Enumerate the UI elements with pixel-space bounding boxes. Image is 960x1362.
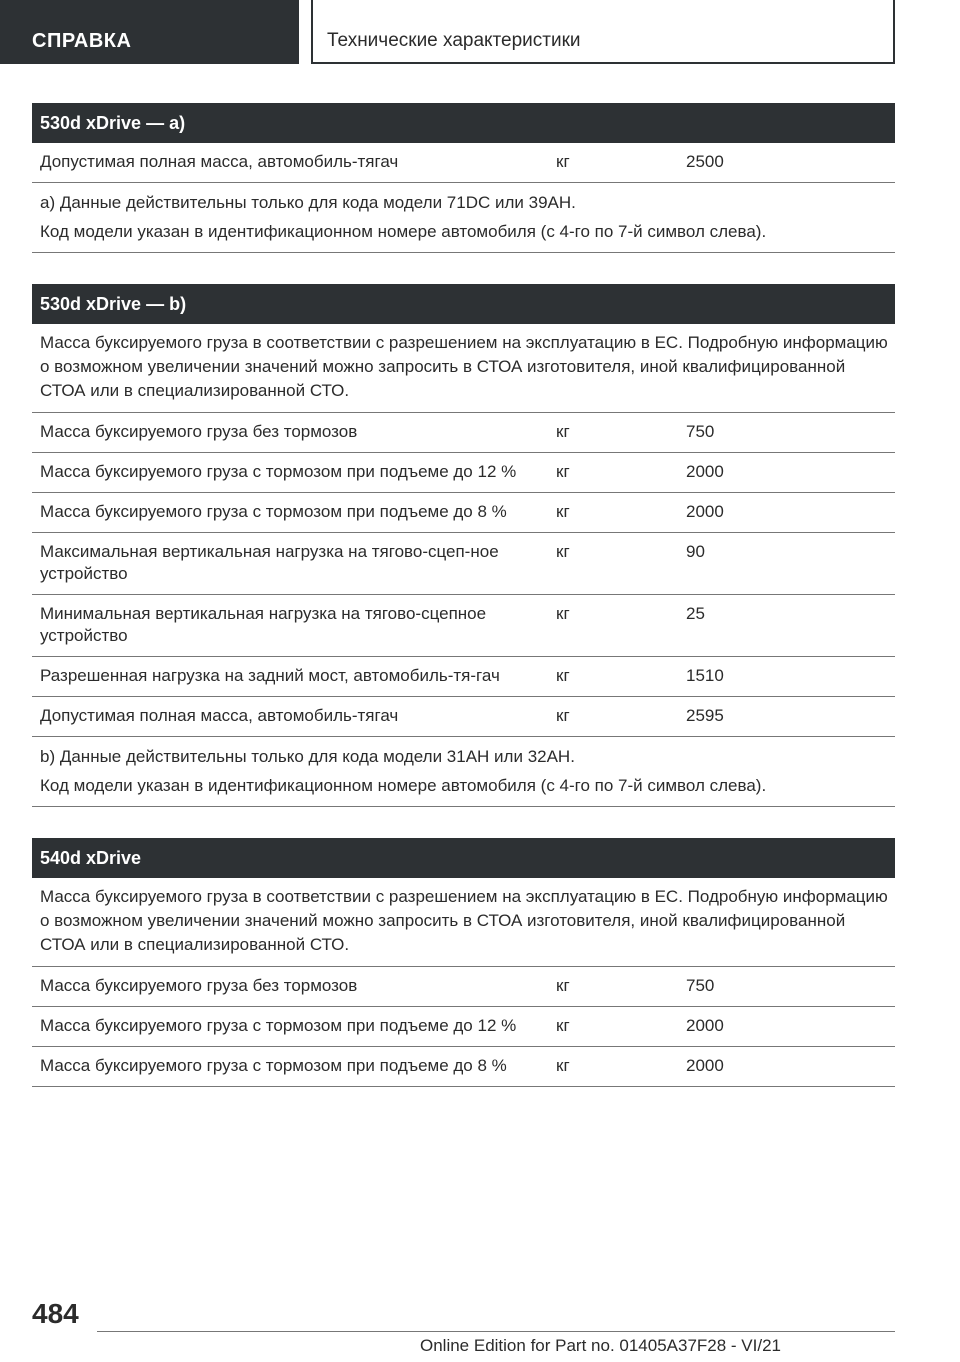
table-row	[32, 697, 895, 737]
row-label: Минимальная вертикальная нагрузка на тягово-сцепное устройство	[40, 604, 487, 645]
footnote	[32, 183, 895, 253]
table-row	[32, 1007, 895, 1047]
row-label: Допустимая полная масса, автомобиль-тягач	[40, 152, 399, 171]
section-header: 540d xDrive	[32, 838, 895, 878]
row-unit: кг	[556, 706, 570, 725]
footer-divider	[97, 1331, 895, 1332]
row-label: Масса буксируемого груза с тормозом при подъеме до 12 %	[40, 1016, 517, 1035]
row-value: 750	[686, 422, 715, 441]
row-unit: кг	[556, 1056, 570, 1075]
table-row	[32, 657, 895, 697]
section-header: 530d xDrive — b)	[32, 284, 895, 324]
row-value: 750	[686, 976, 715, 995]
row-unit: кг	[556, 604, 570, 623]
table-row	[32, 1047, 895, 1087]
row-unit: кг	[556, 152, 570, 171]
edition-footer: Online Edition for Part no. 01405A37F28 - VI/21	[420, 1336, 782, 1355]
row-unit: кг	[556, 502, 570, 521]
table-row	[32, 143, 895, 183]
table-row	[32, 413, 895, 453]
row-label: Масса буксируемого груза без тормозов	[40, 422, 358, 441]
row-unit: кг	[556, 462, 570, 481]
footnote-line: Код модели указан в идентификационном номере автомобиля (с 4-го по 7-й символ слева).	[40, 222, 767, 241]
chapter-tab	[311, 0, 895, 64]
spec-content	[32, 103, 895, 1087]
section-header: 530d xDrive — a)	[32, 103, 895, 143]
section-description: Масса буксируемого груза в соответствии с разрешением на эксплуатацию в ЕС. Подробную информацию о возможном увеличении значений можно запросить в СТОА изготовителя, иной квалифицированной СТОА или в специализированной СТО.	[32, 324, 895, 413]
row-value: 2000	[686, 502, 724, 521]
row-label: Масса буксируемого груза с тормозом при подъеме до 8 %	[40, 1056, 507, 1075]
row-value: 1510	[686, 666, 724, 685]
row-unit: кг	[556, 422, 570, 441]
chapter-title: Технические характеристики	[327, 30, 581, 51]
table-row	[32, 595, 895, 657]
row-value: 90	[686, 542, 705, 561]
page-number: 484	[32, 1298, 79, 1329]
row-label: Максимальная вертикальная нагрузка на тягово-сцеп-ное устройство	[40, 542, 499, 583]
table-row	[32, 967, 895, 1007]
row-label: Масса буксируемого груза с тормозом при подъеме до 12 %	[40, 462, 517, 481]
table-row	[32, 493, 895, 533]
row-value: 2595	[686, 706, 724, 725]
row-unit: кг	[556, 1016, 570, 1035]
row-unit: кг	[556, 666, 570, 685]
footnote-line: b) Данные действительны только для кода модели 31AH или 32AH.	[40, 747, 575, 766]
footnote-line: a) Данные действительны только для кода модели 71DC или 39AH.	[40, 193, 576, 212]
row-label: Разрешенная нагрузка на задний мост, автомобиль-тя-гач	[40, 666, 500, 685]
section-tab	[0, 0, 299, 64]
row-label: Масса буксируемого груза без тормозов	[40, 976, 358, 995]
row-value: 25	[686, 604, 705, 623]
section-description: Масса буксируемого груза в соответствии с разрешением на эксплуатацию в ЕС. Подробную информацию о возможном увеличении значений можно запросить в СТОА изготовителя, иной квалифицированной СТОА или в специализированной СТО.	[32, 878, 895, 967]
row-unit: кг	[556, 976, 570, 995]
row-label: Масса буксируемого груза с тормозом при подъеме до 8 %	[40, 502, 507, 521]
footnote	[32, 737, 895, 807]
row-value: 2000	[686, 462, 724, 481]
row-label: Допустимая полная масса, автомобиль-тягач	[40, 706, 399, 725]
table-row	[32, 533, 895, 595]
row-value: 2500	[686, 152, 724, 171]
table-row	[32, 453, 895, 493]
row-value: 2000	[686, 1016, 724, 1035]
row-unit: кг	[556, 542, 570, 561]
footnote-line: Код модели указан в идентификационном номере автомобиля (с 4-го по 7-й символ слева).	[40, 776, 767, 795]
row-value: 2000	[686, 1056, 724, 1075]
section-title: СПРАВКА	[32, 30, 132, 52]
